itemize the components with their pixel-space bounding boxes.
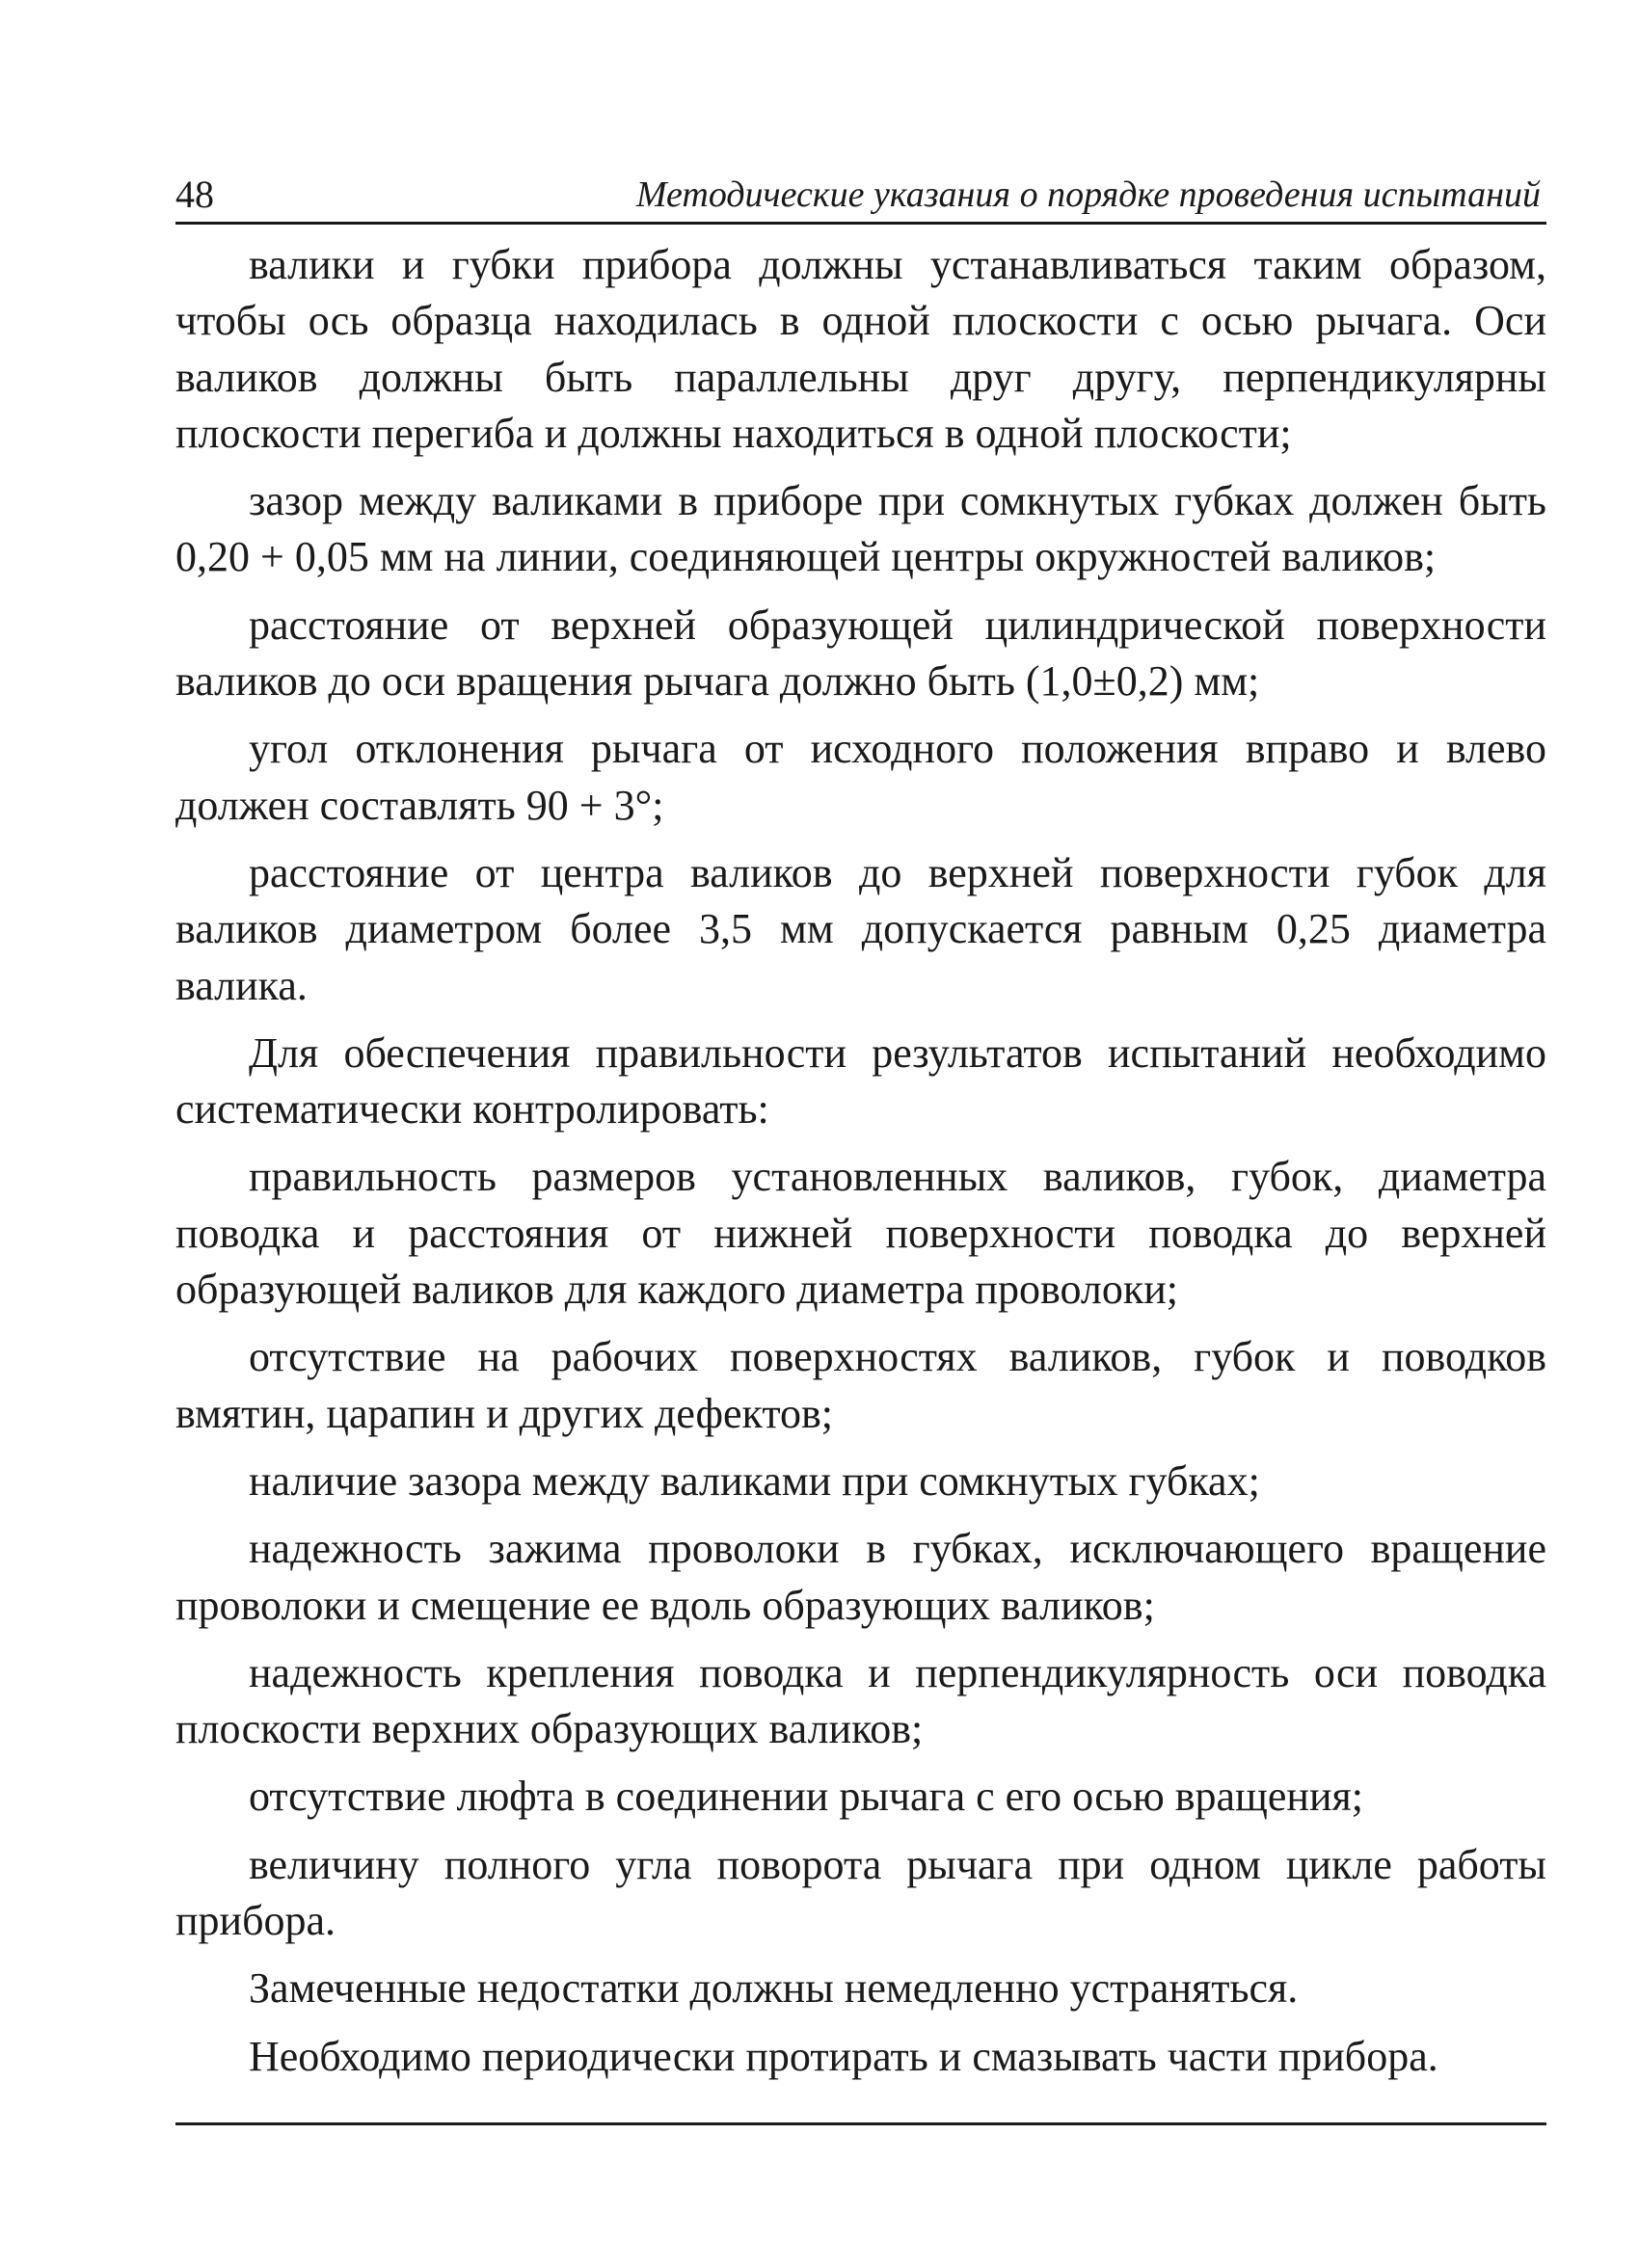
paragraph: расстояние от центра валиков до верхней поверхности губок для валиков диаметром более 3,5 мм допускается равным 0,25 диаметра валика.: [175, 848, 1546, 1009]
page-number: 48: [175, 173, 214, 216]
paragraph: Для обеспечения правильности результатов испытаний необходимо систематически контролировать:: [175, 1028, 1546, 1134]
paragraph: валики и губки прибора должны устанавливаться таким образом, чтобы ось образца находилась в одной плоскости с осью рычага. Оси валиков должны быть параллельны друг другу, перпендикулярны плоскости перегиба и должны находиться в одной плоскости;: [175, 241, 1546, 457]
paragraph: отсутствие люфта в соединении рычага с его осью вращения;: [249, 1773, 1363, 1821]
footer-rule: [175, 2122, 1546, 2125]
running-title: Методические указания о порядке проведения испытаний: [635, 174, 1541, 215]
page-header: [175, 168, 1546, 225]
paragraph: расстояние от верхней образующей цилиндрической поверхности валиков до оси вращения рычага должно быть (1,0±0,2) мм;: [175, 600, 1546, 706]
paragraph: угол отклонения рычага от исходного положения вправо и влево должен составлять 90 + 3°;: [175, 725, 1546, 829]
paragraph: отсутствие на рабочих поверхностях валиков, губок и поводков вмятин, царапин и других дефектов;: [175, 1333, 1546, 1437]
paragraph: наличие зазора между валиками при сомкнутых губках;: [249, 1456, 1260, 1505]
paragraph: зазор между валиками в приборе при сомкнутых губках должен быть 0,20 + 0,05 мм на линии, соединяющей центры окружностей валиков;: [175, 477, 1546, 581]
paragraph: величину полного угла поворота рычага при одном цикле работы прибора.: [175, 1840, 1546, 1945]
paragraph: Необходимо периодически протирать и смазывать части прибора.: [249, 2032, 1438, 2080]
paragraph: надежность зажима проволоки в губках, исключающего вращение проволоки и смещение ее вдоль образующих валиков;: [175, 1525, 1546, 1629]
paragraph: Замеченные недостатки должны немедленно устраняться.: [249, 1964, 1299, 2013]
paragraph: правильность размеров установленных валиков, губок, диаметра поводка и расстояния от нижней поверхности поводка до верхней образующей валиков для каждого диаметра проволоки;: [175, 1153, 1546, 1314]
paragraph: надежность крепления поводка и перпендикулярность оси поводка плоскости верхних образующих валиков;: [175, 1648, 1546, 1753]
page-body: [175, 237, 1546, 2085]
